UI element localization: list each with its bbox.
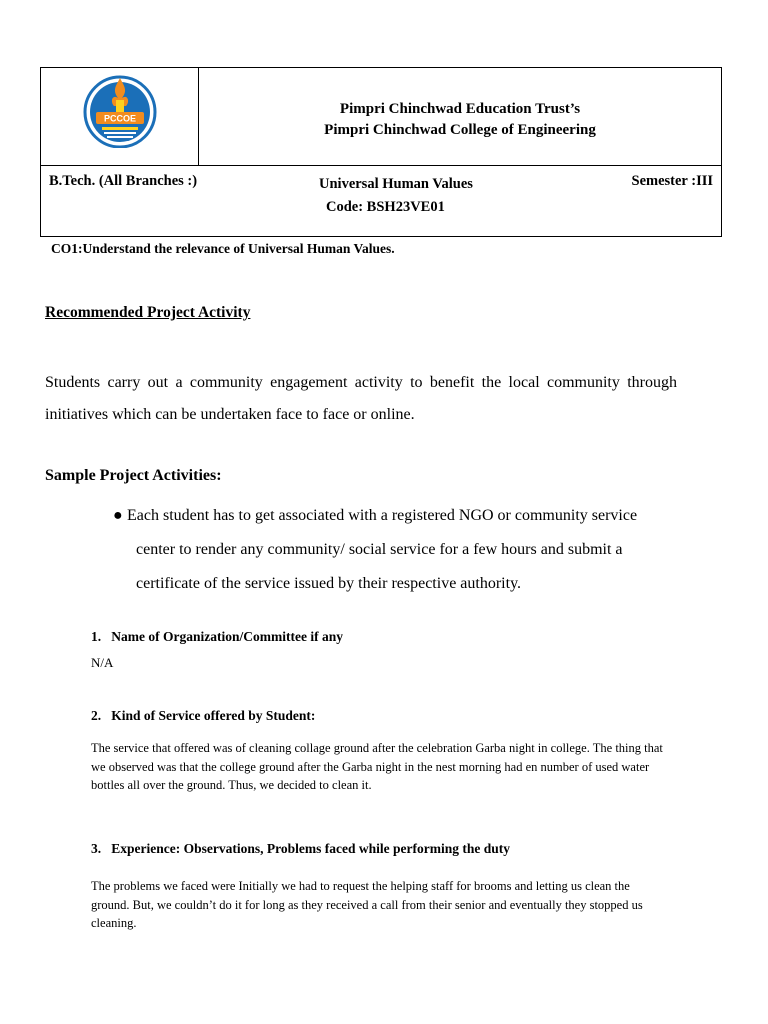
question-3-title bbox=[91, 841, 510, 857]
header-top-row bbox=[41, 68, 721, 166]
question-2-title bbox=[91, 708, 315, 724]
recommended-paragraph: Students carry out a community engagement activity to benefit the local community through initiatives which can be undertaken face to face or online. bbox=[45, 374, 677, 423]
logo-cell bbox=[41, 68, 199, 165]
college-name: Pimpri Chinchwad College of Engineering bbox=[324, 122, 596, 138]
bullet-line-3: certificate of the service issued by their respective authority. bbox=[136, 575, 522, 592]
bullet-line-1: Each student has to get associated with a registered NGO or community service bbox=[127, 507, 638, 524]
sample-bullet bbox=[113, 499, 683, 601]
question-title: Kind of Service offered by Student: bbox=[111, 708, 316, 723]
question-title: Experience: Observations, Problems faced while performing the duty bbox=[111, 841, 510, 856]
question-number: 1. bbox=[91, 629, 102, 644]
course-outcome: CO1:Understand the relevance of Universal Human Values. bbox=[51, 241, 395, 256]
program-label: B.Tech. (All Branches :) bbox=[49, 173, 198, 189]
bullet-icon: ● bbox=[113, 507, 123, 524]
question-1-answer: N/A bbox=[91, 655, 114, 670]
sample-heading: Sample Project Activities: bbox=[45, 467, 222, 484]
semester-label: Semester :III bbox=[631, 173, 713, 189]
question-1-title bbox=[91, 629, 343, 645]
question-3-answer: The problems we faced were Initially we had to request the helping staff for brooms and letting us clean the ground. But, we couldn’t do it for long as they received a call from their senior and eventually they stopped us cleaning. bbox=[91, 879, 643, 930]
course-info bbox=[319, 173, 473, 219]
question-2-answer: The service that offered was of cleaning collage ground after the celebration Garba night in college. The thing that we observed was that the college ground after the Garba night in the nest morning had en number of used water bottles all over the ground. Thus, we decided to clean it. bbox=[91, 741, 663, 792]
header-table bbox=[40, 67, 722, 237]
bullet-line-2: center to render any community/ social service for a few hours and submit a bbox=[136, 541, 623, 558]
pccoe-logo-icon bbox=[82, 72, 158, 148]
question-number: 2. bbox=[91, 708, 102, 723]
question-number: 3. bbox=[91, 841, 102, 856]
trust-name: Pimpri Chinchwad Education Trust’s bbox=[339, 101, 581, 117]
course-name: Universal Human Values bbox=[319, 176, 473, 192]
svg-text:PCCOE: PCCOE bbox=[103, 113, 137, 124]
institution-title bbox=[199, 99, 721, 141]
recommended-heading: Recommended Project Activity bbox=[45, 304, 251, 321]
question-title: Name of Organization/Committee if any bbox=[111, 629, 343, 644]
course-code: Code: BSH23VE01 bbox=[326, 199, 445, 215]
